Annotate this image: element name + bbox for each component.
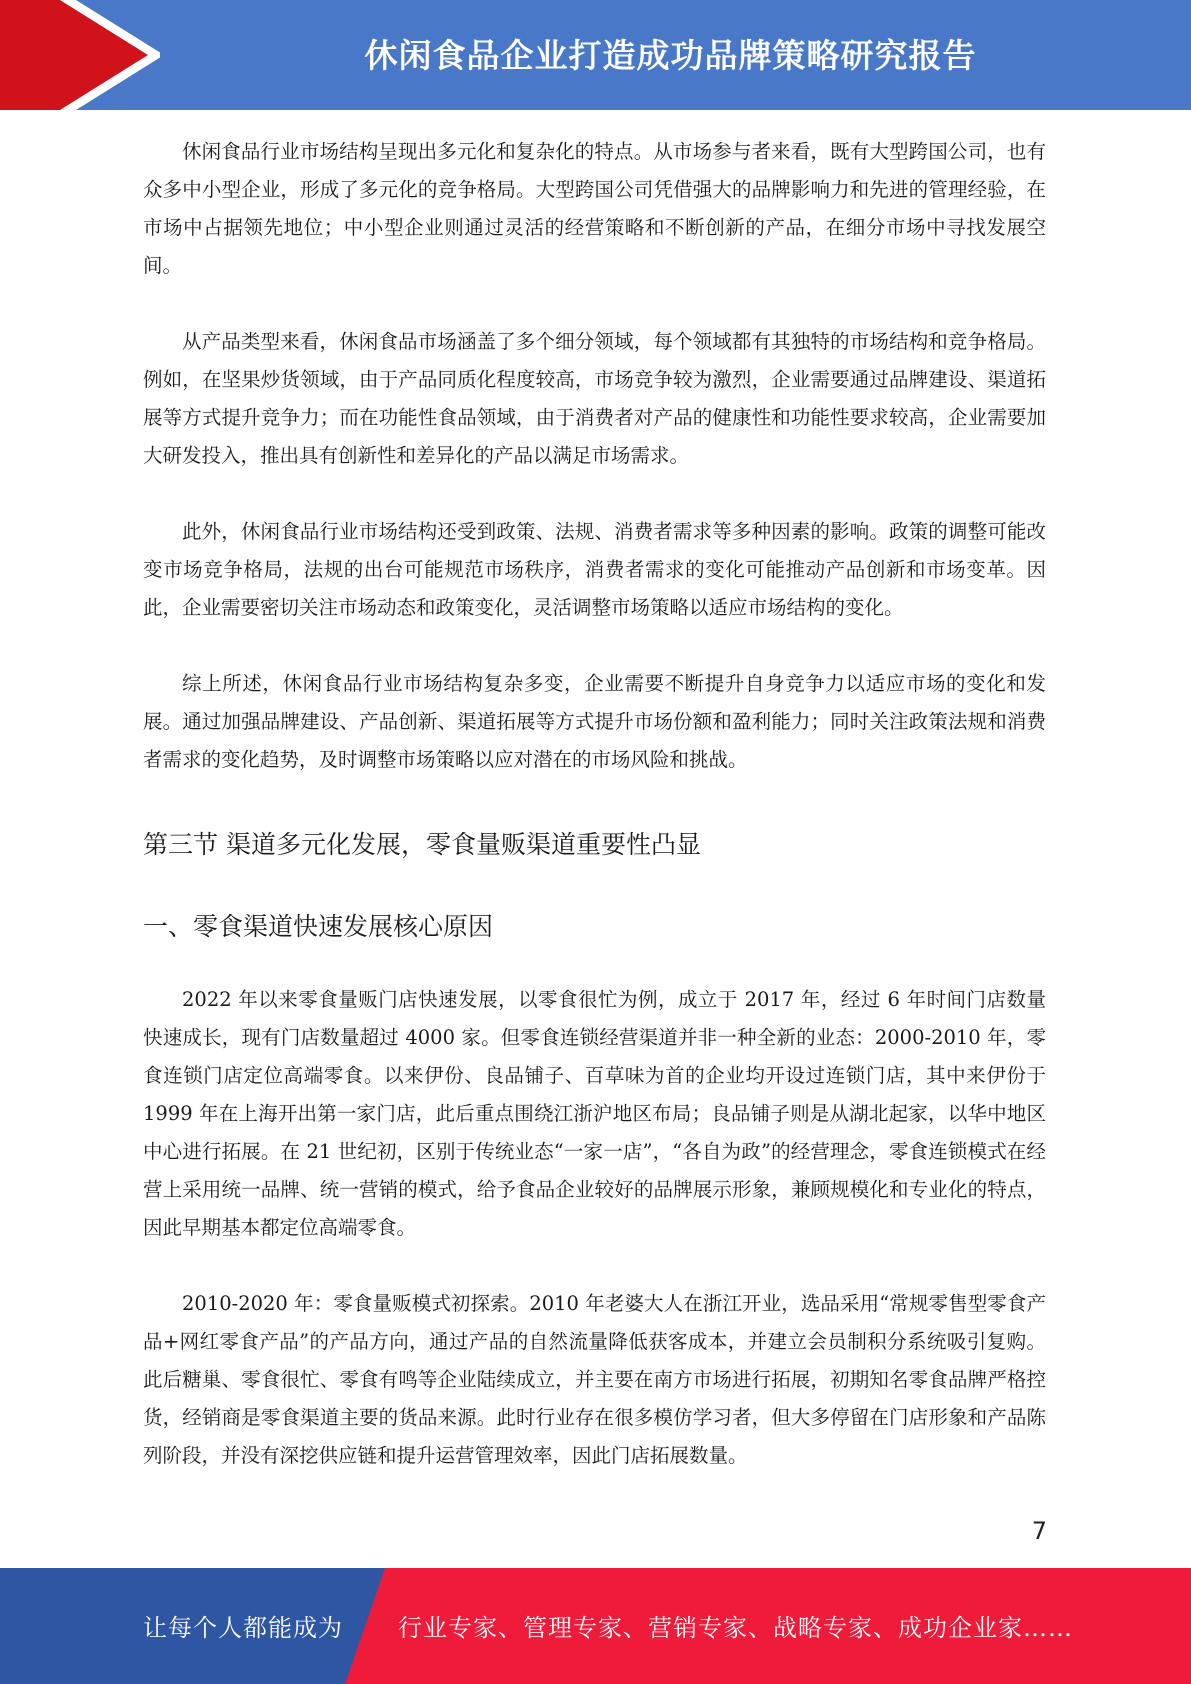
body-paragraph: 此外，休闲食品行业市场结构还受到政策、法规、消费者需求等多种因素的影响。政策的调整可能改变市场竞争格局，法规的出台可能规范市场秩序，消费者需求的变化可能推动产品创新和市场变革。因此，企业需要密切关注市场动态和政策变化，灵活调整市场策略以适应市场结构的变化。	[143, 520, 1046, 619]
body-paragraph: 休闲食品行业市场结构呈现出多元化和复杂化的特点。从市场参与者来看，既有大型跨国公司，也有众多中小型企业，形成了多元化的竞争格局。大型跨国公司凭借强大的品牌影响力和先进的管理经验，在市场中占据领先地位；中小型企业则通过灵活的经营策略和不断创新的产品，在细分市场中寻找发展空间。	[143, 140, 1046, 277]
body-paragraph: 从产品类型来看，休闲食品市场涵盖了多个细分领域，每个领域都有其独特的市场结构和竞争格局。例如，在坚果炒货领域，由于产品同质化程度较高，市场竞争较为激烈，企业需要通过品牌建设、渠道拓展等方式提升竞争力；而在功能性食品领域，由于消费者对产品的健康性和功能性要求较高，企业需要加大研发投入，推出具有创新性和差异化的产品以满足市场需求。	[143, 330, 1046, 467]
page-header	[0, 0, 1191, 110]
body-paragraph: 2010-2020 年：零食量贩模式初探索。2010 年老婆大人在浙江开业，选品采用“常规零售型零食产品+网红零食产品”的产品方向，通过产品的自然流量降低获客成本，并建立会员制积分系统吸引复购。此后糖巢、零食很忙、零食有鸣等企业陆续成立，并主要在南方市场进行拓展，初期知名零食品牌严格控货，经销商是零食渠道主要的货品来源。此时行业存在很多模仿学习者，但大多停留在门店形象和产品陈列阶段，并没有深挖供应链和提升运营管理效率，因此门店拓展数量。	[143, 1292, 1046, 1467]
sub-heading: 一、零食渠道快速发展核心原因	[143, 912, 494, 941]
body-paragraph: 2022 年以来零食量贩门店快速发展，以零食很忙为例，成立于 2017 年，经过 6 年时间门店数量快速成长，现有门店数量超过 4000 家。但零食连锁经营渠道并非一种全新的业态：2000-2010 年，零食连锁门店定位高端零食。以来伊份、良品铺子、百草味为首的企业均开设过连锁门店，其中来伊份于 1999 年在上海开出第一家门店，此后重点围绕江浙沪地区布局；良品铺子则是从湖北起家，以华中地区中心进行拓展。在 21 世纪初，区别于传统业态“一家一店”，“各自为政”的经营理念，零食连锁模式在经营上采用统一品牌、统一营销的模式，给予食品企业较好的品牌展示形象，兼顾规模化和专业化的特点，因此早期基本都定位高端零食。	[143, 988, 1046, 1239]
body-paragraph: 综上所述，休闲食品行业市场结构复杂多变，企业需要不断提升自身竞争力以适应市场的变化和发展。通过加强品牌建设、产品创新、渠道拓展等方式提升市场份额和盈利能力；同时关注政策法规和消费者需求的变化趋势，及时调整市场策略以应对潜在的市场风险和挑战。	[143, 672, 1046, 771]
page-footer	[0, 1568, 1191, 1684]
footer-slogan-left: 让每个人都能成为	[143, 1614, 343, 1642]
footer-slogan-right: 行业专家、管理专家、营销专家、战略专家、成功企业家……	[398, 1614, 1073, 1642]
header-chevron-decoration	[0, 0, 160, 110]
page-content	[143, 133, 1046, 1513]
page-number: 7	[1031, 1517, 1047, 1545]
report-title: 休闲食品企业打造成功品牌策略研究报告	[364, 36, 977, 75]
chevron-red	[0, 0, 148, 110]
section-heading: 第三节 渠道多元化发展，零食量贩渠道重要性凸显	[143, 830, 701, 859]
